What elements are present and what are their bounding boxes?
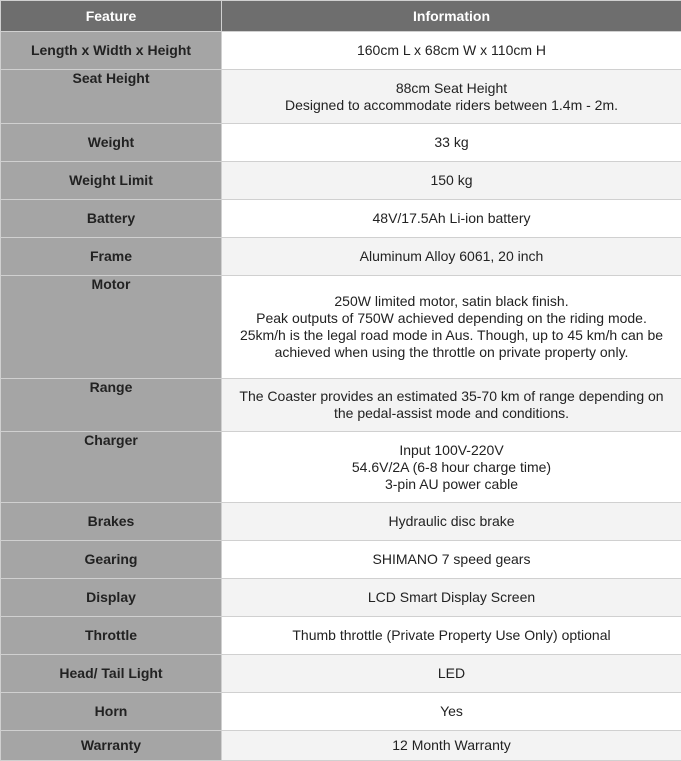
- information-cell: 33 kg: [222, 124, 681, 162]
- feature-cell: Weight Limit: [1, 162, 222, 200]
- feature-cell: Motor: [1, 276, 222, 379]
- information-cell: LED: [222, 655, 681, 693]
- feature-cell: Length x Width x Height: [1, 32, 222, 70]
- feature-cell: Warranty: [1, 731, 222, 761]
- information-cell: 150 kg: [222, 162, 681, 200]
- feature-cell: Horn: [1, 693, 222, 731]
- feature-cell: Battery: [1, 200, 222, 238]
- information-cell: 48V/17.5Ah Li-ion battery: [222, 200, 681, 238]
- table-row: [1, 503, 681, 541]
- header-row: [1, 1, 681, 32]
- table-row: [1, 731, 681, 761]
- feature-cell: Frame: [1, 238, 222, 276]
- feature-cell: Throttle: [1, 617, 222, 655]
- feature-cell: Charger: [1, 432, 222, 503]
- information-cell: 12 Month Warranty: [222, 731, 681, 761]
- table-row: [1, 200, 681, 238]
- information-column-header: Information: [222, 1, 681, 32]
- table-row: [1, 693, 681, 731]
- table-row: [1, 655, 681, 693]
- feature-cell: Head/ Tail Light: [1, 655, 222, 693]
- table-row: [1, 541, 681, 579]
- feature-cell: Range: [1, 379, 222, 432]
- table-row: [1, 579, 681, 617]
- information-cell: 250W limited motor, satin black finish. Peak outputs of 750W achieved depending on the riding mode. 25km/h is the legal road mode in Aus. Though, up to 45 km/h can be achieved when using the throttle on private property only.: [222, 276, 681, 379]
- feature-column-header: Feature: [1, 1, 222, 32]
- table-row: [1, 617, 681, 655]
- information-cell: Input 100V-220V 54.6V/2A (6-8 hour charge time) 3-pin AU power cable: [222, 432, 681, 503]
- information-cell: Aluminum Alloy 6061, 20 inch: [222, 238, 681, 276]
- table-row: [1, 70, 681, 124]
- table-row: [1, 379, 681, 432]
- feature-cell: Brakes: [1, 503, 222, 541]
- information-cell: Yes: [222, 693, 681, 731]
- information-cell: The Coaster provides an estimated 35-70 km of range depending on the pedal-assist mode and conditions.: [222, 379, 681, 432]
- table-row: [1, 32, 681, 70]
- feature-cell: Gearing: [1, 541, 222, 579]
- table-row: [1, 276, 681, 379]
- information-cell: Hydraulic disc brake: [222, 503, 681, 541]
- feature-cell: Seat Height: [1, 70, 222, 124]
- information-cell: LCD Smart Display Screen: [222, 579, 681, 617]
- information-cell: SHIMANO 7 speed gears: [222, 541, 681, 579]
- information-cell: 160cm L x 68cm W x 110cm H: [222, 32, 681, 70]
- feature-cell: Display: [1, 579, 222, 617]
- feature-cell: Weight: [1, 124, 222, 162]
- table-row: [1, 124, 681, 162]
- information-cell: 88cm Seat Height Designed to accommodate riders between 1.4m - 2m.: [222, 70, 681, 124]
- information-cell: Thumb throttle (Private Property Use Only) optional: [222, 617, 681, 655]
- table-row: [1, 432, 681, 503]
- table-row: [1, 238, 681, 276]
- table-row: [1, 162, 681, 200]
